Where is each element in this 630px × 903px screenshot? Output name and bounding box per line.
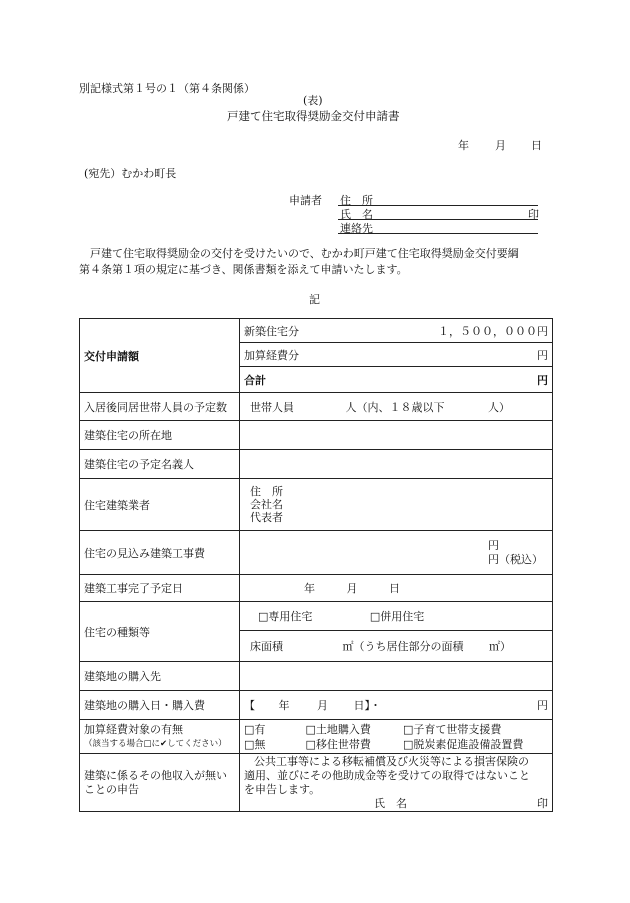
addition-no[interactable]: □無 (244, 737, 266, 751)
declaration-label1: 建築に係るその他収入が無い (84, 768, 227, 782)
land-purchase-day: 日】・ (353, 699, 381, 712)
type-options-cell[interactable] (240, 602, 553, 631)
household-label: 入居後同居世帯人員の予定数 (80, 393, 240, 421)
builder-cell[interactable] (240, 479, 553, 531)
household-row (80, 393, 553, 421)
cost-cell[interactable] (240, 531, 553, 575)
addition-cell[interactable] (240, 720, 553, 754)
land-purchase-month: 月 (317, 699, 328, 712)
land-purchase-label: 建築地の購入日・購入費 (80, 691, 240, 720)
declaration-label2: ことの申告 (84, 782, 139, 796)
type-opt-combined[interactable]: □併用住宅 (369, 610, 425, 623)
builder-row (80, 479, 553, 531)
grant-add-unit: 円 (537, 348, 548, 362)
completion-day: 日 (389, 582, 400, 595)
addition-note: （該当する場合□に✔してください） (84, 738, 227, 749)
applicant-label: 申請者 (289, 194, 322, 207)
cost-label: 住宅の見込み建築工事費 (80, 531, 240, 575)
household-cell[interactable] (240, 393, 553, 421)
date-month: 月 (495, 139, 506, 152)
location-label: 建築住宅の所在地 (80, 421, 240, 450)
land-seller-label: 建築地の購入先 (80, 662, 240, 691)
land-purchase-open: 【 (244, 699, 255, 712)
household-text3: 人） (488, 400, 510, 414)
addition-migration[interactable]: □移住世帯費 (305, 737, 371, 751)
floor-end: ㎡） (489, 640, 511, 653)
completion-cell[interactable] (240, 575, 553, 602)
land-seller-input[interactable] (240, 662, 553, 691)
addition-label-cell (80, 720, 240, 754)
location-input[interactable] (240, 421, 553, 450)
grant-new-amount: １，５００，０００円 (438, 324, 548, 338)
intro-paragraph (79, 246, 551, 278)
intro-line-1: 戸建て住宅取得奨励金の交付を受けたいので、むかわ町戸建て住宅取得奨励金交付要綱 (90, 247, 519, 260)
floor-unit: ㎡（うち居住部分の面積 (342, 640, 464, 653)
addition-label: 加算経費対象の有無 (84, 722, 183, 736)
applicant-name-label: 氏 名 (340, 208, 373, 221)
completion-label: 建築工事完了予定日 (80, 575, 240, 602)
grant-row-new (80, 319, 553, 343)
declaration-seal: 印 (537, 797, 548, 810)
type-label: 住宅の種類等 (80, 602, 240, 662)
household-text1: 世帯人員 (250, 400, 294, 414)
grant-total-unit: 円 (537, 373, 548, 387)
applicant-contact-label: 連絡先 (340, 222, 373, 235)
date-day: 日 (531, 139, 542, 152)
grant-total-label: 合計 (244, 373, 266, 387)
addition-child[interactable]: □子育て世帯支援費 (403, 722, 502, 736)
land-purchase-year: 年 (278, 699, 290, 712)
completion-row (80, 575, 553, 602)
grant-new-cell[interactable] (240, 319, 553, 343)
applicant-address-label: 住 所 (340, 194, 373, 207)
floor-cell[interactable] (240, 631, 553, 662)
household-text2: 人（内、１８歳以下 (345, 400, 445, 414)
addition-row (80, 720, 553, 754)
owner-row (80, 450, 553, 479)
cost-unit1: 円 (488, 538, 499, 552)
date-year: 年 (458, 139, 469, 152)
owner-label: 建築住宅の予定名義人 (80, 450, 240, 479)
completion-month: 月 (346, 582, 358, 595)
builder-company: 会社名 (250, 498, 283, 511)
grant-total-cell[interactable] (240, 367, 553, 393)
declaration-name: 氏 名 (374, 797, 407, 810)
declaration-label-cell (80, 754, 240, 812)
declaration-row (80, 754, 553, 812)
cost-unit2: 円（税込） (488, 552, 543, 566)
type-opt-dedicated[interactable]: □専用住宅 (258, 610, 313, 623)
declaration-text1: 公共工事等による移転補償及び火災等による損害保険の (254, 755, 529, 768)
declaration-cell[interactable] (240, 754, 553, 812)
land-purchase-cell[interactable] (240, 691, 553, 720)
applicant-seal: 印 (528, 208, 539, 221)
land-purchase-unit: 円 (537, 699, 548, 712)
floor-label: 床面積 (250, 640, 283, 653)
ki-label: 記 (309, 293, 320, 306)
owner-input[interactable] (240, 450, 553, 479)
addition-yes[interactable]: □有 (244, 722, 266, 736)
addition-decarbon[interactable]: □脱炭素促進設備設置費 (403, 737, 524, 751)
grant-new-label: 新築住宅分 (244, 324, 299, 338)
grant-label: 交付申請額 (80, 319, 240, 393)
grant-add-label: 加算経費分 (244, 348, 299, 362)
completion-year: 年 (304, 582, 315, 595)
location-row (80, 421, 553, 450)
form-number: 別記様式第１号の１（第４条関係） (79, 82, 255, 95)
declaration-text2: 適用、並びにその他助成金等を受けての取得ではないこと (244, 769, 530, 782)
declaration-text3: を申告します。 (244, 783, 321, 796)
page-title: 戸建て住宅取得奨励金交付申請書 (227, 109, 400, 123)
builder-label: 住宅建築業者 (80, 479, 240, 531)
addition-land[interactable]: □土地購入費 (305, 722, 371, 736)
application-table (79, 318, 553, 812)
type-row-1 (80, 602, 553, 631)
grant-add-cell[interactable] (240, 343, 553, 367)
land-seller-row (80, 662, 553, 691)
builder-rep: 代表者 (250, 511, 283, 524)
side-label: (表) (303, 94, 323, 107)
addressee: (宛先）むかわ町長 (84, 167, 177, 180)
intro-line-2: 第４条第１項の規定に基づき、関係書類を添えて申請いたします。 (79, 263, 408, 276)
cost-row (80, 531, 553, 575)
contact-underline (338, 233, 538, 234)
builder-address: 住 所 (250, 485, 283, 498)
land-purchase-row (80, 691, 553, 720)
